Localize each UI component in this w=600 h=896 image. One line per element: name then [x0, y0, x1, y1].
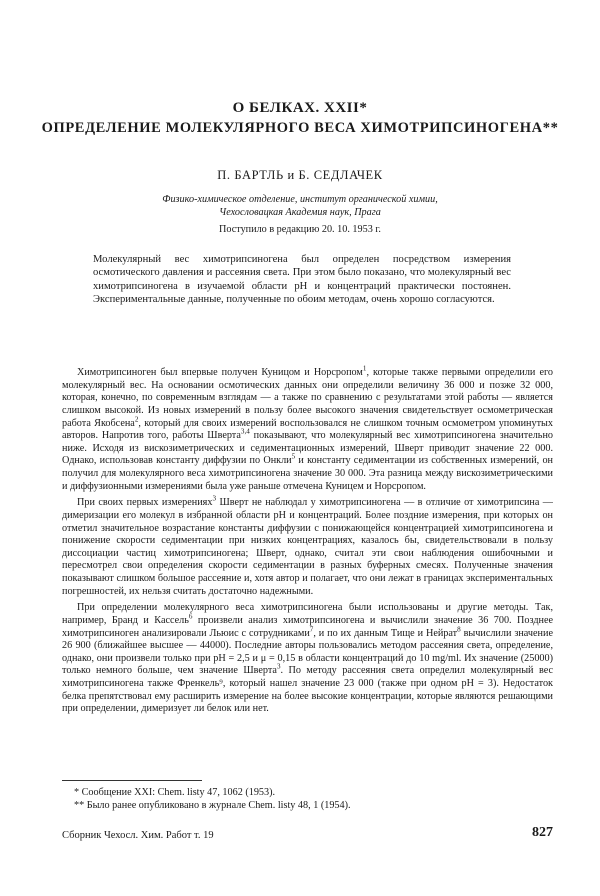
text-run: показывают, что молекулярный вес химотрипсиногена значительно ниже. Исходя из вискозиметрических и седиментационных измерений, Шверт приводит значение 22 000. Однако, использовав константу диффузии по Онкли	[62, 430, 553, 467]
text-run: , который для своих измерений воспользовался не слишком точным осмометром упоминутых авторов. Напротив того, работы Шверта	[62, 417, 553, 442]
text-run: При определении молекулярного веса химотрипсиногена были использованы и другие методы. Так, например, Бранд и Кассель	[62, 602, 553, 626]
citation-ref: 1	[362, 364, 367, 373]
authors: П. БАРТЛЬ и Б. СЕДЛАЧЕК	[217, 168, 383, 182]
article-title: О БЕЛКАХ. XXII*	[232, 100, 368, 116]
citation-ref: 7	[309, 625, 314, 634]
text-run: , которые также первыми определили его молекулярный вес. На основании осмотических данных они определили величину 36 000 и позже 32 000, которая, конечно, по современным взглядам — а также по сравнению с результатами этой работы — является слишком высокой. Из новых измерений в пользу более высокого значения свидетельствует осмометрическая работа Якобсена	[62, 367, 553, 429]
citation-ref: 8	[457, 625, 461, 634]
text-run: . По методу рассеяния света определил молекулярный вес химотрипсиногена также Френкель⁹, который нашел значение 23 000 (также при одном pH = 3). Недостаток белка препятствовал ему расширить измерение на более высокие концентрации, которые являются решающими при определении, димеризует ли белок или нет.	[62, 665, 553, 715]
footnote: * Сообщение XXI: Chem. listy 47, 1062 (1953).	[74, 787, 276, 798]
journal-footer: Сборник Чехосл. Хим. Работ т. 19	[62, 830, 214, 841]
footnote: ** Было ранее опубликовано в журнале Chem. listy 48, 1 (1954).	[74, 800, 351, 811]
text-run: Химотрипсиноген был впервые получен Куницом и Норсропом	[77, 367, 363, 378]
citation-ref: 3	[212, 494, 217, 503]
citation-ref: 3,4	[240, 427, 250, 436]
abstract: Молекулярный вес химотрипсиногена был определен посредством измерения осмотического давления и рассеяния света. При этом было показано, что молекулярный вес химотрипсиногена в изучаемой области pH и концентраций практически постоянен. Экспериментальные данные, полученные по обоим методам, очень хорошо согласуются.	[93, 254, 511, 306]
text-run: , и по их данным Тище и Нейрат	[313, 627, 458, 639]
article-subtitle: ОПРЕДЕЛЕНИЕ МОЛЕКУЛЯРНОГО ВЕСА ХИМОТРИПСИНОГЕНА**	[41, 120, 559, 136]
text-run: произвели анализ химотрипсиногена и вычислили значение 36 700. Позднее химотрипсиноген анализировали Льюис с сотрудниками	[62, 614, 553, 639]
body-paragraph	[62, 494, 553, 598]
received-date: Поступило в редакцию 20. 10. 1953 г.	[219, 224, 381, 235]
citation-ref: 6	[188, 612, 193, 621]
footnote-separator	[62, 780, 202, 781]
body-text	[62, 364, 553, 716]
body-paragraph	[62, 602, 553, 716]
text-run: и константу седиментации из собственных измерений, он получил для молекулярного веса химотрипсиногена значение 30 000. Эта разница между вискозиметрическими и диффузионными измерениями была уже раньше отмечена Куницем и Норсропом.	[62, 455, 553, 492]
text-run: вычислили значение 26 900 (ближайшее высшее — 44000). Последние авторы пользовались методом рассеяния света, определение, однако, они произвели только при pH = 2,5 и μ = 0,15 в области концентраций до 10 mg/ml. Их значение (25000) только немного больше, чем значение Шверта	[62, 627, 553, 677]
affiliation-line: Физико-химическое отделение, институт органической химии,	[162, 194, 438, 205]
affiliation-line: Чехословацкая Академия наук, Прага	[219, 207, 381, 218]
citation-ref: 3	[276, 662, 281, 671]
affiliation	[0, 193, 600, 219]
citation-ref: 5	[291, 452, 296, 461]
text-run: При своих первых измерениях	[77, 497, 213, 509]
page-number: 827	[532, 825, 553, 840]
body-paragraph	[62, 364, 553, 493]
footnotes	[62, 786, 553, 812]
citation-ref: 2	[134, 415, 139, 424]
text-run: Шверт не наблюдал у химотрипсиногена — в отличие от химотрипсина — димеризации его молекул в избранной области pH и концентраций. Более поздние измерения, при которых он отметил значительное возрастание константы диффузии с понижающейся концентрацией химотрипсиногена и понижение скорости седиментации при низких концентрациях, казалось бы, свидетельствовали в пользу диссоциации частиц химотрипсиногена; Шверт, однако, считал эти свои наблюдения ошибочными и пересмотрел свои определения скорости седиментации в разных буферных смесях. Полученные значения показывают слишком большое рассеяние и, хотя автор и полагает, что они лежат в границах экспериментальных погрешностей, их нельзя считать достаточно надежными.	[62, 497, 553, 597]
